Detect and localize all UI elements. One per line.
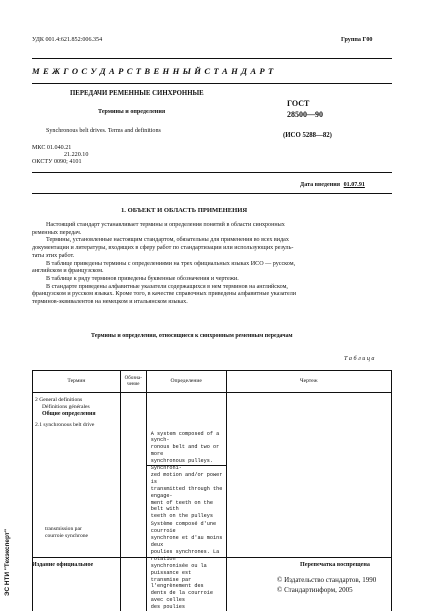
paragraph-line: Термины, установленные настоящим стандартом, обязательны для применения во всех видах [46, 237, 289, 244]
header-drawing: Чертеж [226, 371, 391, 393]
definition-line: transmise par l'engrènement des [150, 576, 204, 590]
paragraph-line: английском и французском. [32, 268, 104, 275]
header-designation: Обозна- чение [120, 371, 146, 393]
term-fr-line: courroie synchrone [45, 533, 89, 540]
mks-code: МКС 01.040.21 [32, 145, 72, 151]
paragraph-line: ременных передач. [32, 229, 82, 236]
paragraph-line: В таблице к ряду терминов приведены буквенные обозначения и чертежи. [46, 275, 239, 282]
divider [32, 83, 392, 84]
definition-cell-fr [146, 520, 226, 611]
intro-date [300, 182, 365, 190]
designation-cell [120, 431, 146, 521]
iso-reference: (ИСО 5288—82) [283, 132, 332, 139]
definition-line: synchronisée ou la puissance est [150, 562, 207, 576]
definition-line: transmitted through the engage- [150, 485, 223, 499]
intro-date-value: 01.07.91 [343, 182, 365, 188]
definition-line: poulies synchrones. La rotation [150, 548, 220, 562]
official-edition: Издание официальное [32, 562, 94, 568]
definition-cell-en [146, 431, 226, 521]
header-term: Термин [33, 371, 121, 393]
intro-date-label: Дата введения [300, 182, 341, 188]
designation-cell [120, 520, 146, 611]
definition-line: zed motion and/or power is [150, 471, 223, 485]
definition-line: A system composed of a synch- [150, 430, 220, 444]
terms-table [32, 370, 392, 611]
paragraph-line: терминов-эквивалентов на немецком и итальянском языках. [32, 299, 188, 306]
paragraph-line: Настоящий стандарт устанавливает термины и определения понятий в области синхронных [46, 222, 285, 228]
designation-cell [120, 393, 146, 431]
table-header-row [33, 371, 392, 393]
divider [32, 58, 392, 59]
divider [32, 557, 392, 558]
paragraph-line: таты этих работ. [32, 252, 75, 259]
section-title-ru: Общие определения [42, 411, 96, 417]
definition-divider [146, 465, 226, 466]
side-stamp: ЭС НТИ "Техэксперт" [4, 529, 11, 596]
copyright-line-1: © Издательство стандартов, 1990 [277, 576, 377, 584]
document-title-en: Synchronous belt drives. Terms and definitions [46, 128, 161, 134]
definition-line: Système composé d'une courroie [150, 521, 217, 535]
gost-label: ГОСТ [287, 99, 310, 108]
table-row [33, 431, 392, 521]
section-title-en: 2 General definitions [35, 397, 83, 403]
section-title-fr: Définitions générales [42, 404, 90, 410]
reprint-prohibited: Перепечатка воспрещена [300, 562, 370, 568]
definition-line: ment of teeth on the belt with [150, 499, 214, 513]
divider [32, 172, 392, 173]
mks-code-2: 21.220.10 [64, 152, 89, 158]
definition-line: synchronous pulleys. Synchroni- [150, 458, 214, 472]
term-cell-en [33, 421, 121, 521]
definition-line: dents de la courroie avec celles [150, 590, 214, 604]
definition-line: ronous belt and two or more [150, 444, 220, 458]
section-body [32, 222, 392, 307]
drawing-cell [226, 431, 391, 521]
term-en: 2.1 synchronous belt drive [35, 421, 95, 428]
group-code: Группа Г00 [341, 37, 373, 43]
table-caption: Термины и определения, относящиеся к синхронным ременным передачам [91, 333, 293, 339]
divider [32, 193, 392, 194]
paragraph-line: документации и литературы, входящих в сферу работ по стандартизации или использующих резуль- [32, 245, 294, 252]
document-title: ПЕРЕДАЧИ РЕМЕННЫЕ СИНХРОННЫЕ [70, 90, 204, 97]
definition-cell [146, 393, 226, 431]
definition-line: teeth on the pulleys [150, 513, 214, 520]
term-fr-line: transmission par [45, 526, 82, 533]
udk-code: УДК 001.4:621.852:006.354 [32, 37, 103, 43]
paragraph-line: В таблице приведены термины с определениями на трех официальных языках ИСО — русском, [46, 260, 296, 267]
drawing-cell [226, 393, 391, 431]
document-subtitle: Термины и определения [98, 109, 166, 115]
copyright-line-2: © Стандартинформ, 2005 [277, 586, 353, 594]
okstu-code: ОКСТУ 0090; 4101 [32, 159, 82, 165]
gost-number: 28500—90 [287, 110, 323, 119]
definition-line: synchrone et d'au moins deux [150, 535, 223, 548]
paragraph-line: французском и русском языках. Кроме того, в качестве справочных приведены алфавитные указатели [32, 291, 296, 298]
table-label: Т а б л и ц а [344, 356, 375, 362]
standard-type: М Е Ж Г О С У Д А Р С Т В Е Н Н Ы Й С Т А Н Д А Р Т [32, 66, 274, 76]
section-heading: 1. ОБЪЕКТ И ОБЛАСТЬ ПРИМЕНЕНИЯ [121, 207, 248, 214]
header-definition: Определение [146, 371, 226, 393]
paragraph-line: В стандарте приведены алфавитные указатели содержащихся в нем терминов на английском, [46, 283, 288, 290]
definition-line: des poulies [150, 604, 185, 611]
